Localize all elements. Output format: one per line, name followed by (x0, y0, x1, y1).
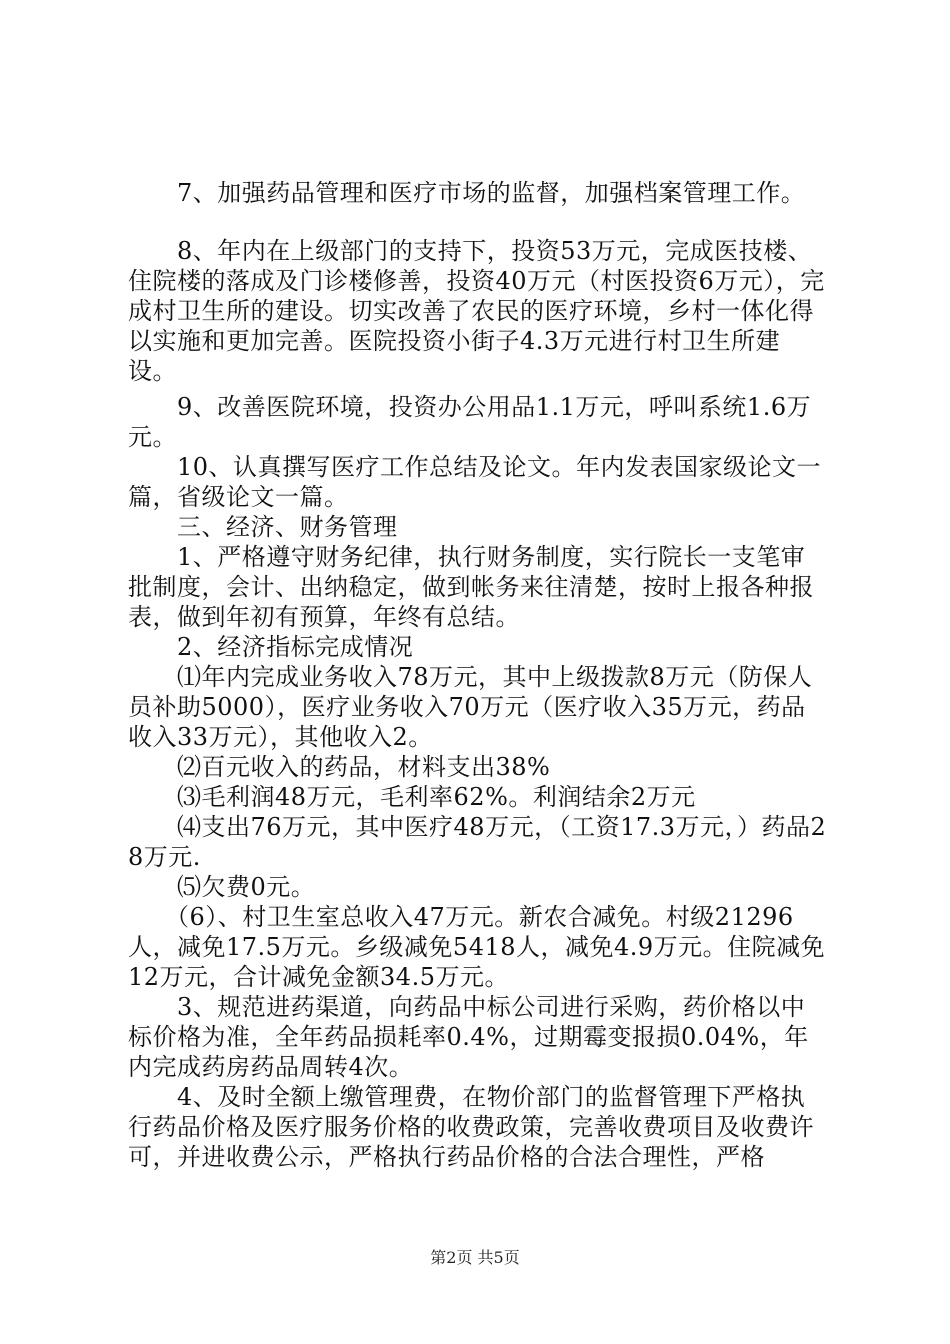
paragraph-finance-2: 2、经济指标完成情况 (128, 633, 414, 661)
paragraph-finance-1: 1、严格遵守财务纪律，执行财务制度，实行院长一支笔审批制度，会计、出纳稳定，做到帐务来往清楚，按时上报各种报表，做到年初有预算，年终有总结。 (128, 543, 814, 631)
page-footer: 第2页 共5页 (430, 1248, 520, 1267)
section-heading-finance: 三、经济、财务管理 (128, 513, 398, 541)
paragraph-indicator-2: ⑵百元收入的药品，材料支出38% (128, 753, 551, 781)
paragraph-finance-3: 3、规范进药渠道，向药品中标公司进行采购，药价格以中标价格为准，全年药品损耗率0.4%，过期霉变报损0.04%，年内完成药房药品周转4次。 (128, 993, 809, 1081)
paragraph-indicator-6: （6）、村卫生室总收入47万元。新农合减免。村级21296人，减免17.5万元。乡级减免5418人，减免4.9万元。住院减免12万元，合计减免金额34.5万元。 (128, 903, 826, 991)
paragraph-item-7: 7、加强药品管理和医疗市场的监督，加强档案管理工作。 (128, 179, 806, 207)
paragraph-indicator-3: ⑶毛利润48万元，毛利率62%。利润结余2万元 (128, 783, 696, 811)
paragraph-indicator-5: ⑸欠费0元。 (128, 873, 316, 901)
paragraph-item-8: 8、年内在上级部门的支持下，投资53万元，完成医技楼、住院楼的落成及门诊楼修善，投资40万元（村医投资6万元），完成村卫生所的建设。切实改善了农民的医疗环境，乡村一体化得以实施和更加完善。医院投资小街子4.3万元进行村卫生所建设。 (128, 237, 825, 385)
paragraph-indicator-4: ⑷支出76万元，其中医疗48万元，（工资17.3万元，）药品28万元. (128, 813, 827, 871)
paragraph-item-10: 10、认真撰写医疗工作总结及论文。年内发表国家级论文一篇，省级论文一篇。 (128, 453, 822, 511)
paragraph-indicator-1: ⑴年内完成业务收入78万元，其中上级拨款8万元（防保人员补助5000），医疗业务收入70万元（医疗收入35万元，药品收入33万元），其他收入2。 (128, 663, 813, 751)
paragraph-finance-4: 4、及时全额上缴管理费，在物价部门的监督管理下严格执行药品价格及医疗服务价格的收费政策，完善收费项目及收费许可，并进收费公示，严格执行药品价格的合法合理性，严格 (128, 1083, 814, 1171)
paragraph-item-9: 9、改善医院环境，投资办公用品1.1万元，呼叫系统1.6万元。 (128, 393, 812, 451)
